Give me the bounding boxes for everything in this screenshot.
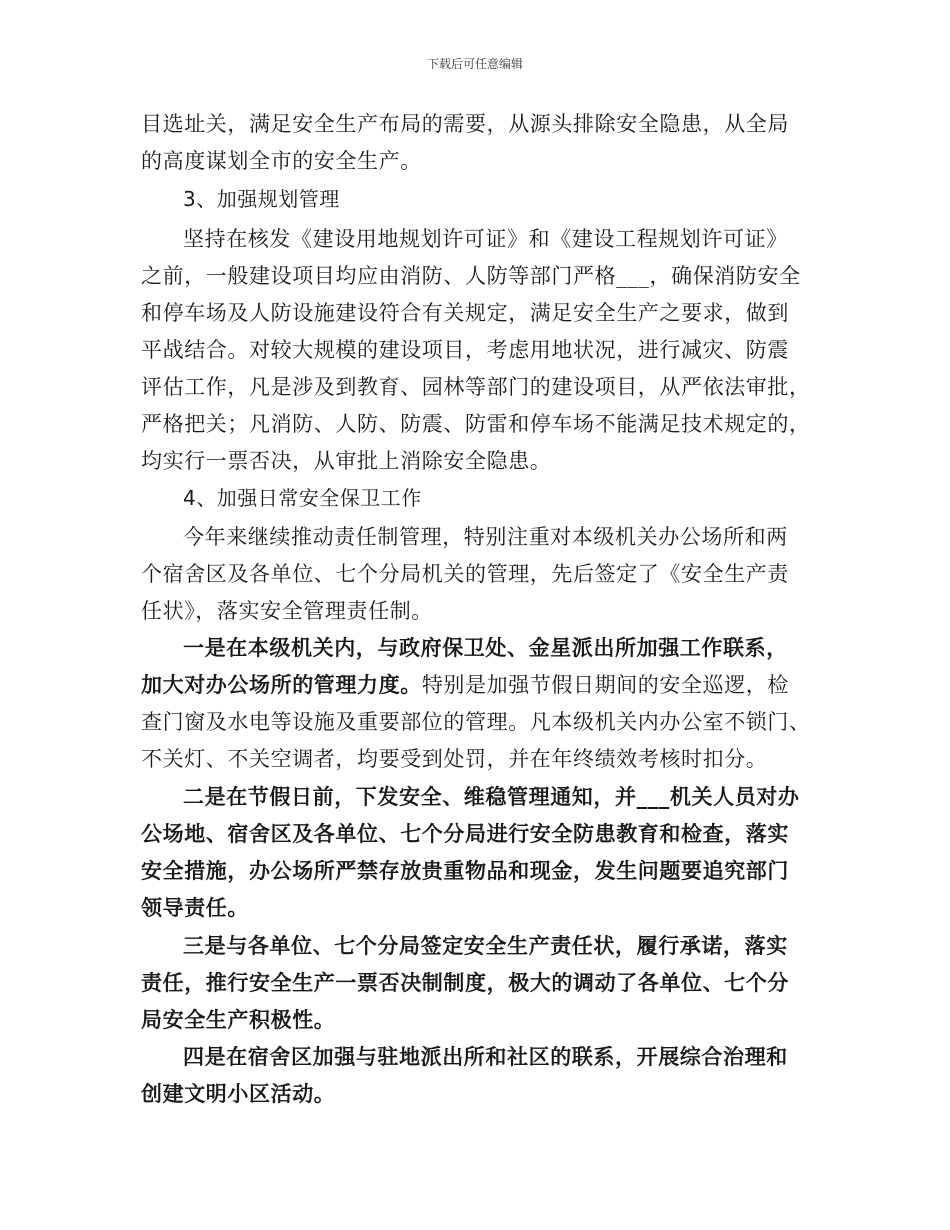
paragraph-line: 任状》，落实安全管理责任制。 [141, 599, 433, 623]
paragraph-line: 平战结合。对较大规模的建设项目，考虑用地状况，进行减灾、防震 [141, 338, 789, 362]
paragraph-line: 之前，一般建设项目均应由消防、人防等部门严格___，确保消防安全 [141, 264, 801, 288]
paragraph-line-bold: 安全措施，办公场所严禁存放贵重物品和现金，发生问题要追究部门 [141, 858, 789, 883]
paragraph-line: 均实行一票否决，从审批上消除安全隐患。 [141, 449, 552, 473]
paragraph-line: 和停车场及人防设施建设符合有关规定，满足安全生产之要求，做到 [141, 301, 789, 325]
paragraph-line: 坚持在核发《建设用地规划许可证》和《建设工程规划许可证》 [183, 227, 788, 251]
normal-text-segment: 特别是加强节假日期间的安全巡逻，检 [421, 673, 790, 697]
paragraph-line-bold: 领导责任。 [141, 895, 249, 920]
paragraph-line-bold: 创建文明小区活动。 [141, 1081, 336, 1106]
section-heading: 4、加强日常安全保卫工作 [183, 486, 422, 510]
paragraph-line: 严格把关；凡消防、人防、防震、防雷和停车场不能满足技术规定的， [141, 412, 811, 436]
paragraph-line: 不关灯、不关空调者，均要受到处罚，并在年终绩效考核时扣分。 [141, 747, 768, 771]
bold-text-segment: 加大对办公场所的管理力度。 [141, 672, 422, 697]
paragraph-line-bold: 三是与各单位、七个分局签定安全生产责任状，履行承诺，落实 [183, 933, 788, 958]
paragraph-line: 目选址关，满足安全生产布局的需要，从源头排除安全隐患，从全局 [141, 112, 789, 136]
page-header: 下载后可任意编辑 [426, 57, 523, 71]
paragraph-line: 个宿舍区及各单位、七个分局机关的管理，先后签定了《安全生产责 [141, 562, 789, 586]
paragraph-line-bold: 二是在节假日前，下发安全、维稳管理通知，并___机关人员对办 [183, 784, 800, 809]
paragraph-line-bold: 四是在宿舍区加强与驻地派出所和社区的联系，开展综合治理和 [183, 1044, 788, 1069]
paragraph-line-bold: 局安全生产积极性。 [141, 1007, 336, 1032]
paragraph-line-bold: 公场地、宿舍区及各单位、七个分局进行安全防患教育和检查，落实 [141, 821, 789, 846]
paragraph-line-bold: 责任，推行安全生产一票否决制制度，极大的调动了各单位、七个分 [141, 970, 789, 995]
paragraph-line: 评估工作，凡是涉及到教育、园林等部门的建设项目，从严依法审批， [141, 375, 811, 399]
paragraph-line: 今年来继续推动责任制管理，特别注重对本级机关办公场所和两 [183, 525, 788, 549]
paragraph-line-mixed [141, 671, 789, 699]
paragraph-line: 的高度谋划全市的安全生产。 [141, 149, 422, 173]
paragraph-line: 查门窗及水电等设施及重要部位的管理。凡本级机关内办公室不锁门、 [141, 710, 811, 734]
section-heading: 3、加强规划管理 [183, 187, 340, 211]
paragraph-line-bold: 一是在本级机关内，与政府保卫处、金星派出所加强工作联系， [183, 635, 788, 660]
